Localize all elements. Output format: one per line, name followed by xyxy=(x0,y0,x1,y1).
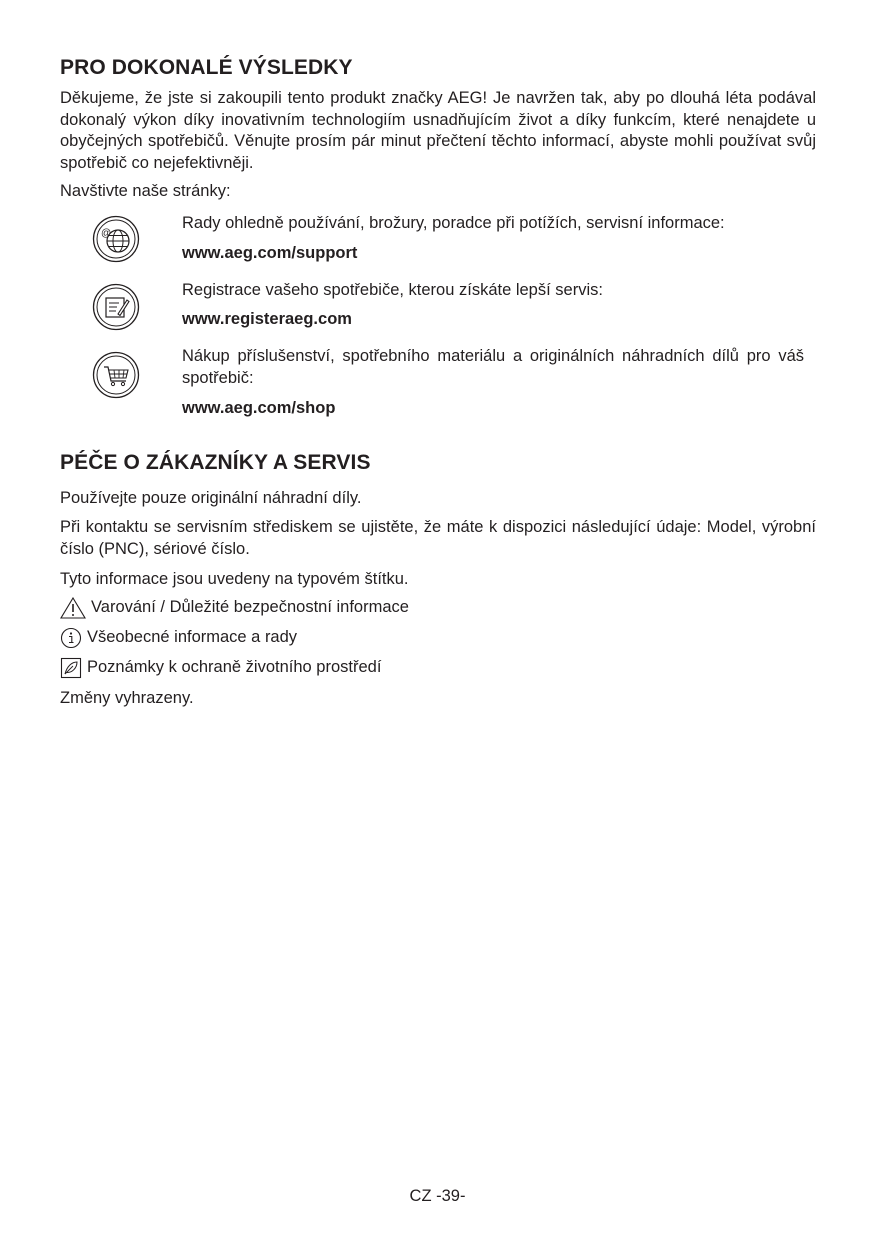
environment-leaf-icon xyxy=(60,657,82,679)
warning-triangle-icon xyxy=(60,597,86,619)
care-paragraph-contact: Při kontaktu se servisním střediskem se ujistěte, že máte k dispozici následující údaje: Model, výrobní číslo (PNC), sériové číslo. xyxy=(60,518,816,558)
shop-link[interactable]: www.aeg.com/shop xyxy=(182,399,336,417)
care-paragraph-label: Tyto informace jsou uvedeny na typovém štítku. xyxy=(60,570,409,588)
shop-link-description: Nákup příslušenství, spotřebního materiálu a originálních náhradních dílů pro váš spotřebič: xyxy=(182,347,804,387)
legend-warning xyxy=(60,597,409,619)
changes-reserved: Změny vyhrazeny. xyxy=(60,689,194,707)
registration-form-icon xyxy=(92,283,140,331)
web-globe-icon xyxy=(92,215,140,263)
visit-label: Navštivte naše stránky: xyxy=(60,182,231,200)
page-number: CZ -39- xyxy=(409,1187,466,1205)
legend-environment xyxy=(60,657,381,679)
section-title-care: PÉČE O ZÁKAZNÍKY A SERVIS xyxy=(60,451,371,474)
section-title-results: PRO DOKONALÉ VÝSLEDKY xyxy=(60,56,353,79)
svg-text:@: @ xyxy=(101,228,112,239)
support-link[interactable]: www.aeg.com/support xyxy=(182,244,358,262)
legend-info xyxy=(60,627,297,649)
info-circle-icon xyxy=(60,627,82,649)
register-link-description: Registrace vašeho spotřebiče, kterou získáte lepší servis: xyxy=(182,281,603,299)
shopping-cart-icon xyxy=(92,351,140,399)
care-paragraph-parts: Používejte pouze originální náhradní díly. xyxy=(60,489,362,507)
legend-environment-text: Poznámky k ochraně životního prostředí xyxy=(87,658,382,677)
legend-info-text: Všeobecné informace a rady xyxy=(87,628,298,647)
register-link[interactable]: www.registeraeg.com xyxy=(182,310,352,328)
intro-paragraph: Děkujeme, že jste si zakoupili tento produkt značky AEG! Je navržen tak, aby po dlouhá léta podával dokonalý výkon díky inovativním technologiím usnadňujícím život a díky funkcím, které nenajdete u obyčejných spotřebičů. Věnujte prosím pár minut přečtení těchto informací, abyste mohli používat svůj spotřebič co nejefektivněji. xyxy=(60,89,816,172)
support-link-description: Rady ohledně používání, brožury, poradce při potížích, servisní informace: xyxy=(182,214,725,232)
legend-warning-text: Varování / Důležité bezpečnostní informace xyxy=(91,598,409,617)
